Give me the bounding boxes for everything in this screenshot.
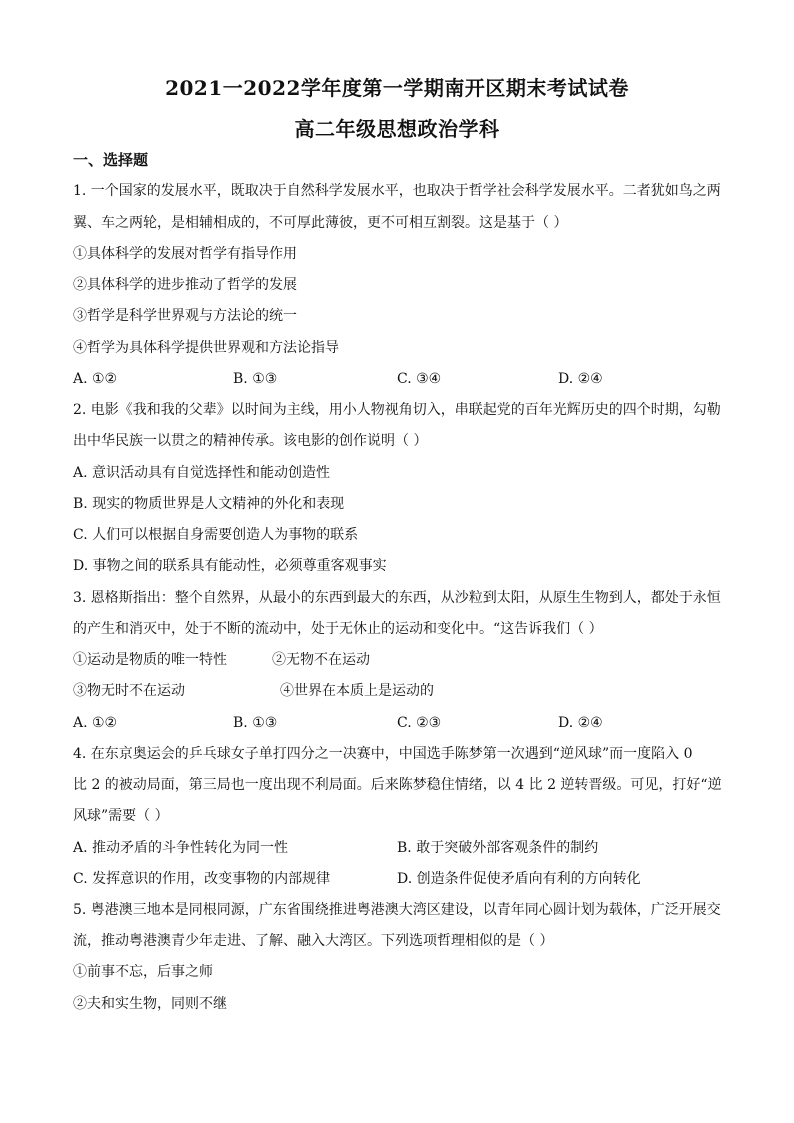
q5-statement-1: ①前事不忘，后事之师: [73, 964, 213, 980]
q4-option-a: A. 推动矛盾的斗争性转化为同一性: [73, 840, 289, 856]
q4-stem-line3: 风球”需要（ ）: [73, 808, 169, 824]
q5-stem-line1: 5. 粤港澳三地本是同根同源，广东省围绕推进粤港澳大湾区建设，以青年同心圆计划为载体，广泛开展交: [73, 902, 721, 918]
q4-stem-line2: 比 2 的被动局面，第三局也一度出现不利局面。后来陈梦稳住情绪，以 4 比 2 逆转晋级。可见，打好“逆: [73, 777, 722, 793]
exam-subtitle: 高二年级思想政治学科: [294, 117, 500, 141]
q5-statement-2: ②夫和实生物，同则不继: [73, 996, 227, 1012]
q3-option-b: B. ①③: [233, 715, 278, 731]
section-heading: 一、选择题: [73, 151, 149, 169]
q1-option-a: A. ①②: [73, 371, 118, 387]
q4-option-b: B. 敢于突破外部客观条件的制约: [397, 840, 599, 856]
q3-statement-3: ③物无时不在运动: [73, 683, 185, 699]
q1-option-d: D. ②④: [558, 371, 603, 387]
q3-option-d: D. ②④: [558, 715, 603, 731]
q3-option-c: C. ②③: [397, 715, 442, 731]
q3-stem-line1: 3. 恩格斯指出：整个自然界，从最小的东西到最大的东西，从沙粒到太阳，从原生生物到人，都处于永恒: [73, 590, 721, 606]
q1-statement-2: ②具体科学的进步推动了哲学的发展: [73, 277, 297, 293]
q1-statement-1: ①具体科学的发展对哲学有指导作用: [73, 246, 297, 262]
q1-stem-line2: 翼、车之两轮，是相辅相成的，不可厚此薄彼，更不可相互割裂。这是基于（ ）: [73, 215, 568, 231]
q2-stem-line1: 2. 电影《我和我的父辈》以时间为主线，用小人物视角切入，串联起党的百年光辉历史的四个时期，勾勒: [73, 402, 721, 418]
q5-stem-line2: 流，推动粤港澳青少年走进、了解、融入大湾区。下列选项哲理相似的是（ ）: [73, 933, 554, 949]
q2-option-d: D. 事物之间的联系具有能动性，必须尊重客观事实: [73, 558, 387, 574]
q3-stem-line2: 的产生和消灭中，处于不断的流动中，处于无休止的运动和变化中。“这告诉我们（ ）: [73, 621, 603, 637]
q2-stem-line2: 出中华民族一以贯之的精神传承。该电影的创作说明（ ）: [73, 433, 428, 449]
q3-statement-2: ②无物不在运动: [272, 652, 370, 668]
exam-title: 2021一2022学年度第一学期南开区期末考试试卷: [165, 76, 629, 100]
q2-option-c: C. 人们可以根据自身需要创造人为事物的联系: [73, 527, 359, 543]
q3-option-a: A. ①②: [73, 715, 118, 731]
q1-statement-3: ③哲学是科学世界观与方法论的统一: [73, 308, 297, 324]
q2-option-b: B. 现实的物质世界是人文精神的外化和表现: [73, 496, 345, 512]
q1-statement-4: ④哲学为具体科学提供世界观和方法论指导: [73, 340, 339, 356]
q1-option-b: B. ①③: [233, 371, 278, 387]
q4-option-c: C. 发挥意识的作用，改变事物的内部规律: [73, 871, 331, 887]
q4-stem-line1: 4. 在东京奥运会的乒乓球女子单打四分之一决赛中，中国选手陈梦第一次遇到“逆风球”而一度陷入 0: [73, 746, 693, 762]
q2-option-a: A. 意识活动具有自觉选择性和能动创造性: [73, 465, 331, 481]
q1-stem-line1: 1. 一个国家的发展水平，既取决于自然科学发展水平，也取决于哲学社会科学发展水平。二者犹如鸟之两: [73, 183, 721, 199]
q1-option-c: C. ③④: [397, 371, 442, 387]
q4-option-d: D. 创造条件促使矛盾向有利的方向转化: [397, 871, 641, 887]
q3-statement-1: ①运动是物质的唯一特性: [73, 652, 227, 668]
q3-statement-4: ④世界在本质上是运动的: [280, 683, 434, 699]
